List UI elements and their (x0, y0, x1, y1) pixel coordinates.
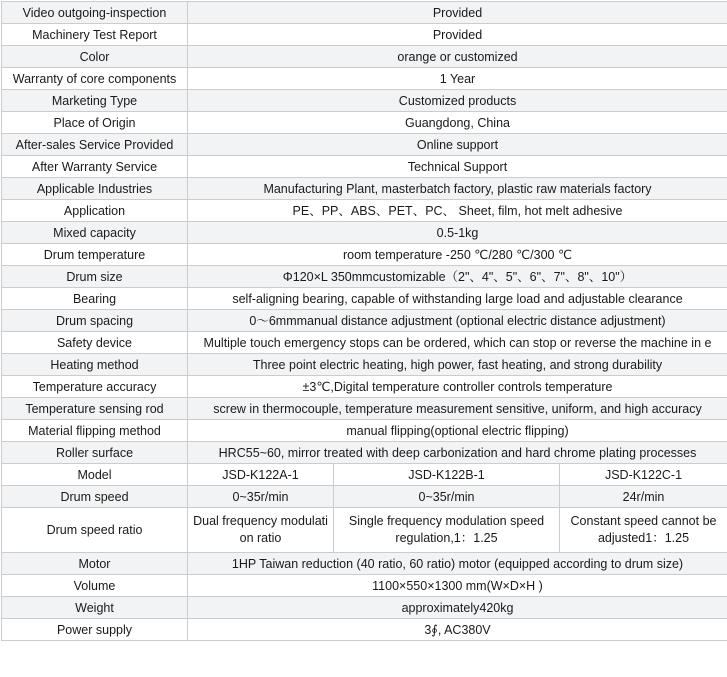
spec-value: 3∮, AC380V (188, 619, 727, 641)
spec-row (2, 24, 727, 46)
model-value: JSD-K122C-1 (560, 464, 727, 486)
ratio-line: adjusted1：1.25 (597, 531, 690, 545)
spec-row (2, 200, 727, 222)
spec-row (2, 553, 727, 575)
spec-label: Drum size (2, 266, 188, 288)
spec-row (2, 112, 727, 134)
spec-row (2, 266, 727, 288)
spec-row (2, 597, 727, 619)
ratio-line: on ratio (239, 531, 282, 545)
spec-value: Customized products (188, 90, 727, 112)
spec-label: Roller surface (2, 442, 188, 464)
spec-value: Three point electric heating, high power, fast heating, and strong durability (188, 354, 727, 376)
spec-row (2, 619, 727, 641)
spec-value: 0.5-1kg (188, 222, 727, 244)
spec-table (1, 1, 727, 641)
spec-row (2, 178, 727, 200)
spec-label: Machinery Test Report (2, 24, 188, 46)
spec-value: approximately420kg (188, 597, 727, 619)
drum-speed-ratio-value (334, 508, 560, 553)
spec-row (2, 134, 727, 156)
spec-row (2, 575, 727, 597)
model-value: JSD-K122B-1 (334, 464, 560, 486)
spec-value: HRC55~60, mirror treated with deep carbonization and hard chrome plating processes (188, 442, 727, 464)
spec-value: Multiple touch emergency stops can be ordered, which can stop or reverse the machine in e (188, 332, 727, 354)
spec-label: Material flipping method (2, 420, 188, 442)
spec-label: Bearing (2, 288, 188, 310)
spec-label: Temperature sensing rod (2, 398, 188, 420)
spec-value: 1HP Taiwan reduction (40 ratio, 60 ratio) motor (equipped according to drum size) (188, 553, 727, 575)
spec-value: Provided (188, 2, 727, 24)
spec-label: After-sales Service Provided (2, 134, 188, 156)
spec-value: Online support (188, 134, 727, 156)
drum-speed-value: 24r/min (560, 486, 727, 508)
spec-row (2, 244, 727, 266)
spec-row (2, 398, 727, 420)
spec-row (2, 354, 727, 376)
spec-value: 1100×550×1300 mm(W×D×H ) (188, 575, 727, 597)
spec-label: Marketing Type (2, 90, 188, 112)
spec-row (2, 2, 727, 24)
spec-value: screw in thermocouple, temperature measurement sensitive, uniform, and high accuracy (188, 398, 727, 420)
spec-row (2, 90, 727, 112)
spec-label: Model (2, 464, 188, 486)
spec-row (2, 420, 727, 442)
ratio-line: Single frequency modulation speed (348, 514, 545, 528)
spec-value: Provided (188, 24, 727, 46)
spec-label: Drum speed ratio (2, 508, 188, 553)
spec-row (2, 288, 727, 310)
spec-row (2, 222, 727, 244)
spec-value: ±3℃,Digital temperature controller controls temperature (188, 376, 727, 398)
drum-speed-row (2, 486, 727, 508)
spec-value: Φ120×L 350mmcustomizable（2"、4"、5"、6"、7"、8"、10"） (188, 266, 727, 288)
spec-label: Drum temperature (2, 244, 188, 266)
ratio-line: Constant speed cannot be (570, 514, 717, 528)
model-value: JSD-K122A-1 (188, 464, 334, 486)
spec-value: room temperature -250 ℃/280 ℃/300 ℃ (188, 244, 727, 266)
model-row (2, 464, 727, 486)
spec-row (2, 376, 727, 398)
spec-label: After Warranty Service (2, 156, 188, 178)
drum-speed-ratio-value (188, 508, 334, 553)
spec-table-body (2, 2, 727, 641)
spec-label: Weight (2, 597, 188, 619)
spec-label: Drum speed (2, 486, 188, 508)
drum-speed-value: 0~35r/min (334, 486, 560, 508)
spec-label: Color (2, 46, 188, 68)
spec-value: orange or customized (188, 46, 727, 68)
spec-value: Guangdong, China (188, 112, 727, 134)
spec-value: Manufacturing Plant, masterbatch factory, plastic raw materials factory (188, 178, 727, 200)
drum-speed-ratio-row (2, 508, 727, 553)
spec-row (2, 310, 727, 332)
spec-value: manual flipping(optional electric flipping) (188, 420, 727, 442)
spec-label: Place of Origin (2, 112, 188, 134)
spec-row (2, 68, 727, 90)
spec-value: self-aligning bearing, capable of withstanding large load and adjustable clearance (188, 288, 727, 310)
spec-label: Heating method (2, 354, 188, 376)
spec-row (2, 332, 727, 354)
ratio-line: Dual frequency modulati (193, 514, 328, 528)
spec-label: Warranty of core components (2, 68, 188, 90)
spec-value: PE、PP、ABS、PET、PC、 Sheet, film, hot melt adhesive (188, 200, 727, 222)
spec-label: Application (2, 200, 188, 222)
spec-label: Safety device (2, 332, 188, 354)
spec-label: Power supply (2, 619, 188, 641)
spec-label: Volume (2, 575, 188, 597)
spec-value: 1 Year (188, 68, 727, 90)
spec-label: Temperature accuracy (2, 376, 188, 398)
drum-speed-value: 0~35r/min (188, 486, 334, 508)
spec-value: Technical Support (188, 156, 727, 178)
spec-label: Mixed capacity (2, 222, 188, 244)
ratio-line: regulation,1：1.25 (395, 531, 498, 545)
spec-value: 0～6mmmanual distance adjustment (optional electric distance adjustment) (188, 310, 727, 332)
spec-label: Video outgoing-inspection (2, 2, 188, 24)
drum-speed-ratio-value (560, 508, 727, 553)
spec-label: Applicable Industries (2, 178, 188, 200)
spec-label: Motor (2, 553, 188, 575)
spec-row (2, 46, 727, 68)
spec-row (2, 156, 727, 178)
spec-row (2, 442, 727, 464)
spec-label: Drum spacing (2, 310, 188, 332)
